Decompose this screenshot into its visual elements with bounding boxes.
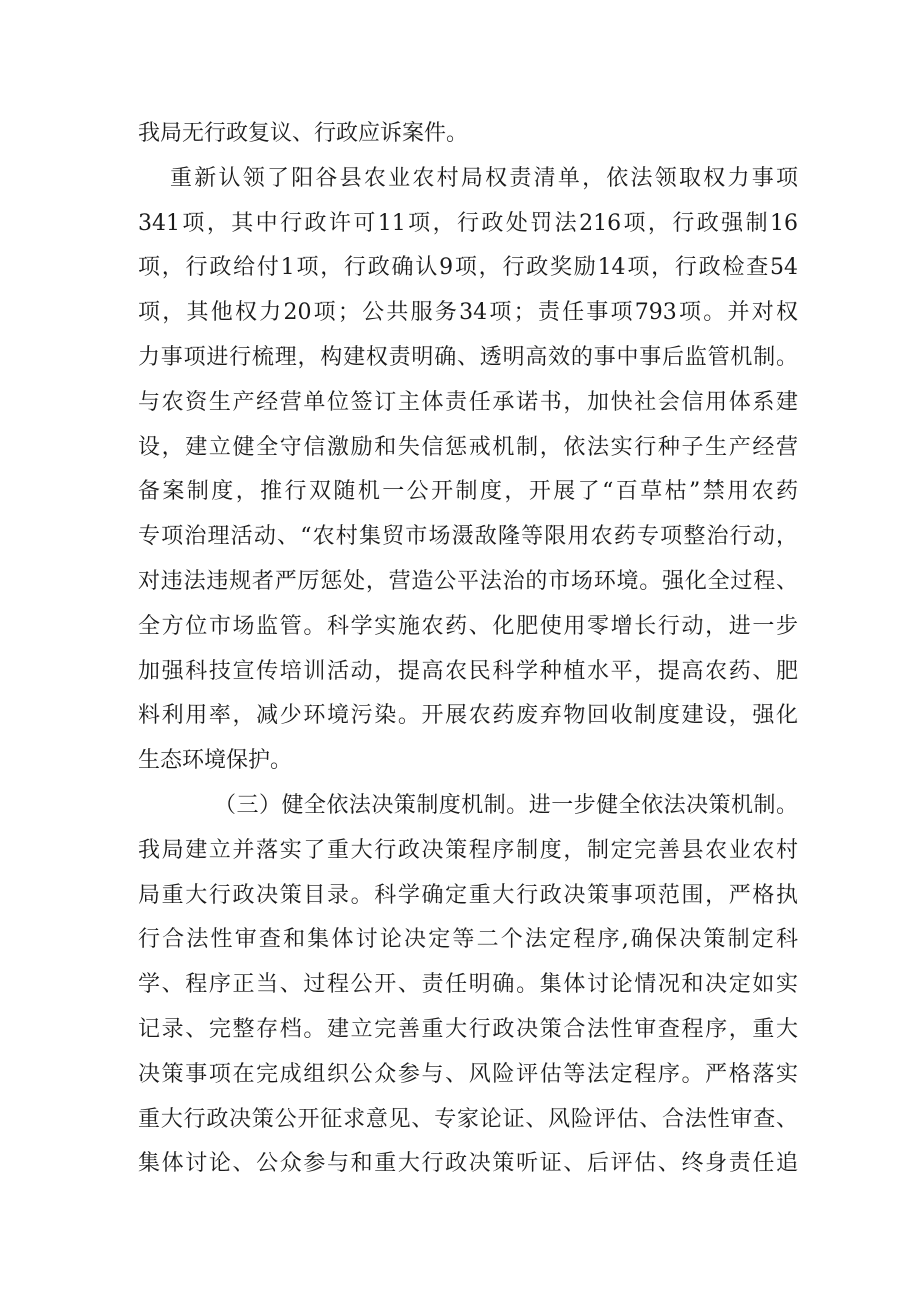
text-line: 料利用率，减少环境污染。开展农药废弃物回收制度建设，强化: [138, 703, 798, 729]
paragraph-2-line-12: [138, 650, 798, 695]
text-line: 我局无行政复议、行政应诉案件。: [138, 121, 469, 146]
paragraph-3-line-8: [138, 1098, 798, 1143]
text-line: 全方位市场监管。科学实施农药、化肥使用零增长行动，进一步: [138, 613, 798, 639]
paragraph-3-line-6: [138, 1008, 798, 1053]
paragraph-1-line-1: [138, 112, 798, 157]
text-line: 集体讨论、公众参与和重大行政决策听证、后评估、终身责任追: [138, 1151, 798, 1177]
paragraph-2-line-2: [138, 202, 798, 247]
text-line: 加强科技宣传培训活动，提高农民科学种植水平，提高农药、肥: [138, 658, 798, 684]
paragraph-3-line-5: [138, 963, 798, 1008]
paragraph-3-line-2: [138, 829, 798, 874]
section-heading-line: （三）健全依法决策制度机制。进一步健全依法决策机制。: [214, 792, 798, 818]
text-line: 与农资生产经营单位签订主体责任承诺书，加快社会信用体系建: [138, 389, 798, 415]
text-line: 局重大行政决策目录。科学确定重大行政决策事项范围，严格执: [138, 882, 798, 908]
paragraph-3-line-3: [138, 874, 798, 919]
text-line: 行合法性审查和集体讨论决定等二个法定程序,确保决策制定科: [138, 927, 798, 953]
text-line: 力事项进行梳理，构建权责明确、透明高效的事中事后监管机制。: [138, 344, 798, 370]
paragraph-3-line-9: [138, 1142, 798, 1187]
paragraph-2-line-14: [138, 739, 798, 784]
text-line: 专项治理活动、“农村集贸市场滠敌隆等限用农药专项整治行动，: [138, 524, 798, 550]
paragraph-3-line-7: [138, 1053, 798, 1098]
text-line: 记录、完整存档。建立完善重大行政决策合法性审查程序，重大: [138, 1016, 798, 1042]
text-line: 决策事项在完成组织公众参与、风险评估等法定程序。严格落实: [138, 1061, 798, 1087]
paragraph-2-line-13: [138, 694, 798, 739]
text-line: 对违法违规者严厉惩处，营造公平法治的市场环境。强化全过程、: [138, 568, 798, 594]
text-line: 重新认领了阳谷县农业农村局权责清单，依法领取权力事项: [170, 165, 798, 191]
paragraph-2-line-11: [138, 605, 798, 650]
text-line: 学、程序正当、过程公开、责任明确。集体讨论情况和决定如实: [138, 972, 798, 998]
paragraph-2-line-1: [138, 157, 798, 202]
paragraph-2-line-9: [138, 515, 798, 560]
paragraph-2-line-7: [138, 426, 798, 471]
paragraph-2-line-4: [138, 291, 798, 336]
text-line: 重大行政决策公开征求意见、专家论证、风险评估、合法性审查、: [138, 1106, 798, 1132]
text-line: 我局建立并落实了重大行政决策程序制度，制定完善县农业农村: [138, 837, 798, 863]
paragraph-2-line-8: [138, 470, 798, 515]
paragraph-2-line-10: [138, 560, 798, 605]
paragraph-2-line-3: [138, 246, 798, 291]
text-line: 备案制度，推行双随机一公开制度，开展了“百草枯”禁用农药: [138, 479, 798, 505]
document-body: [138, 112, 798, 1187]
paragraph-2-line-6: [138, 381, 798, 426]
text-line: 341项，其中行政许可11项，行政处罚法216项，行政强制16: [138, 210, 798, 236]
text-line: 设，建立健全守信激励和失信惩戒机制，依法实行种子生产经营: [138, 434, 798, 460]
paragraph-3-line-1: [138, 784, 798, 829]
text-line: 项，其他权力20项；公共服务34项；责任事项793项。并对权: [138, 300, 798, 326]
text-line: 生态环境保护。: [138, 748, 293, 774]
paragraph-2-line-5: [138, 336, 798, 381]
text-line: 项，行政给付1项，行政确认9项，行政奖励14项，行政检查54: [138, 255, 798, 281]
paragraph-3-line-4: [138, 918, 798, 963]
